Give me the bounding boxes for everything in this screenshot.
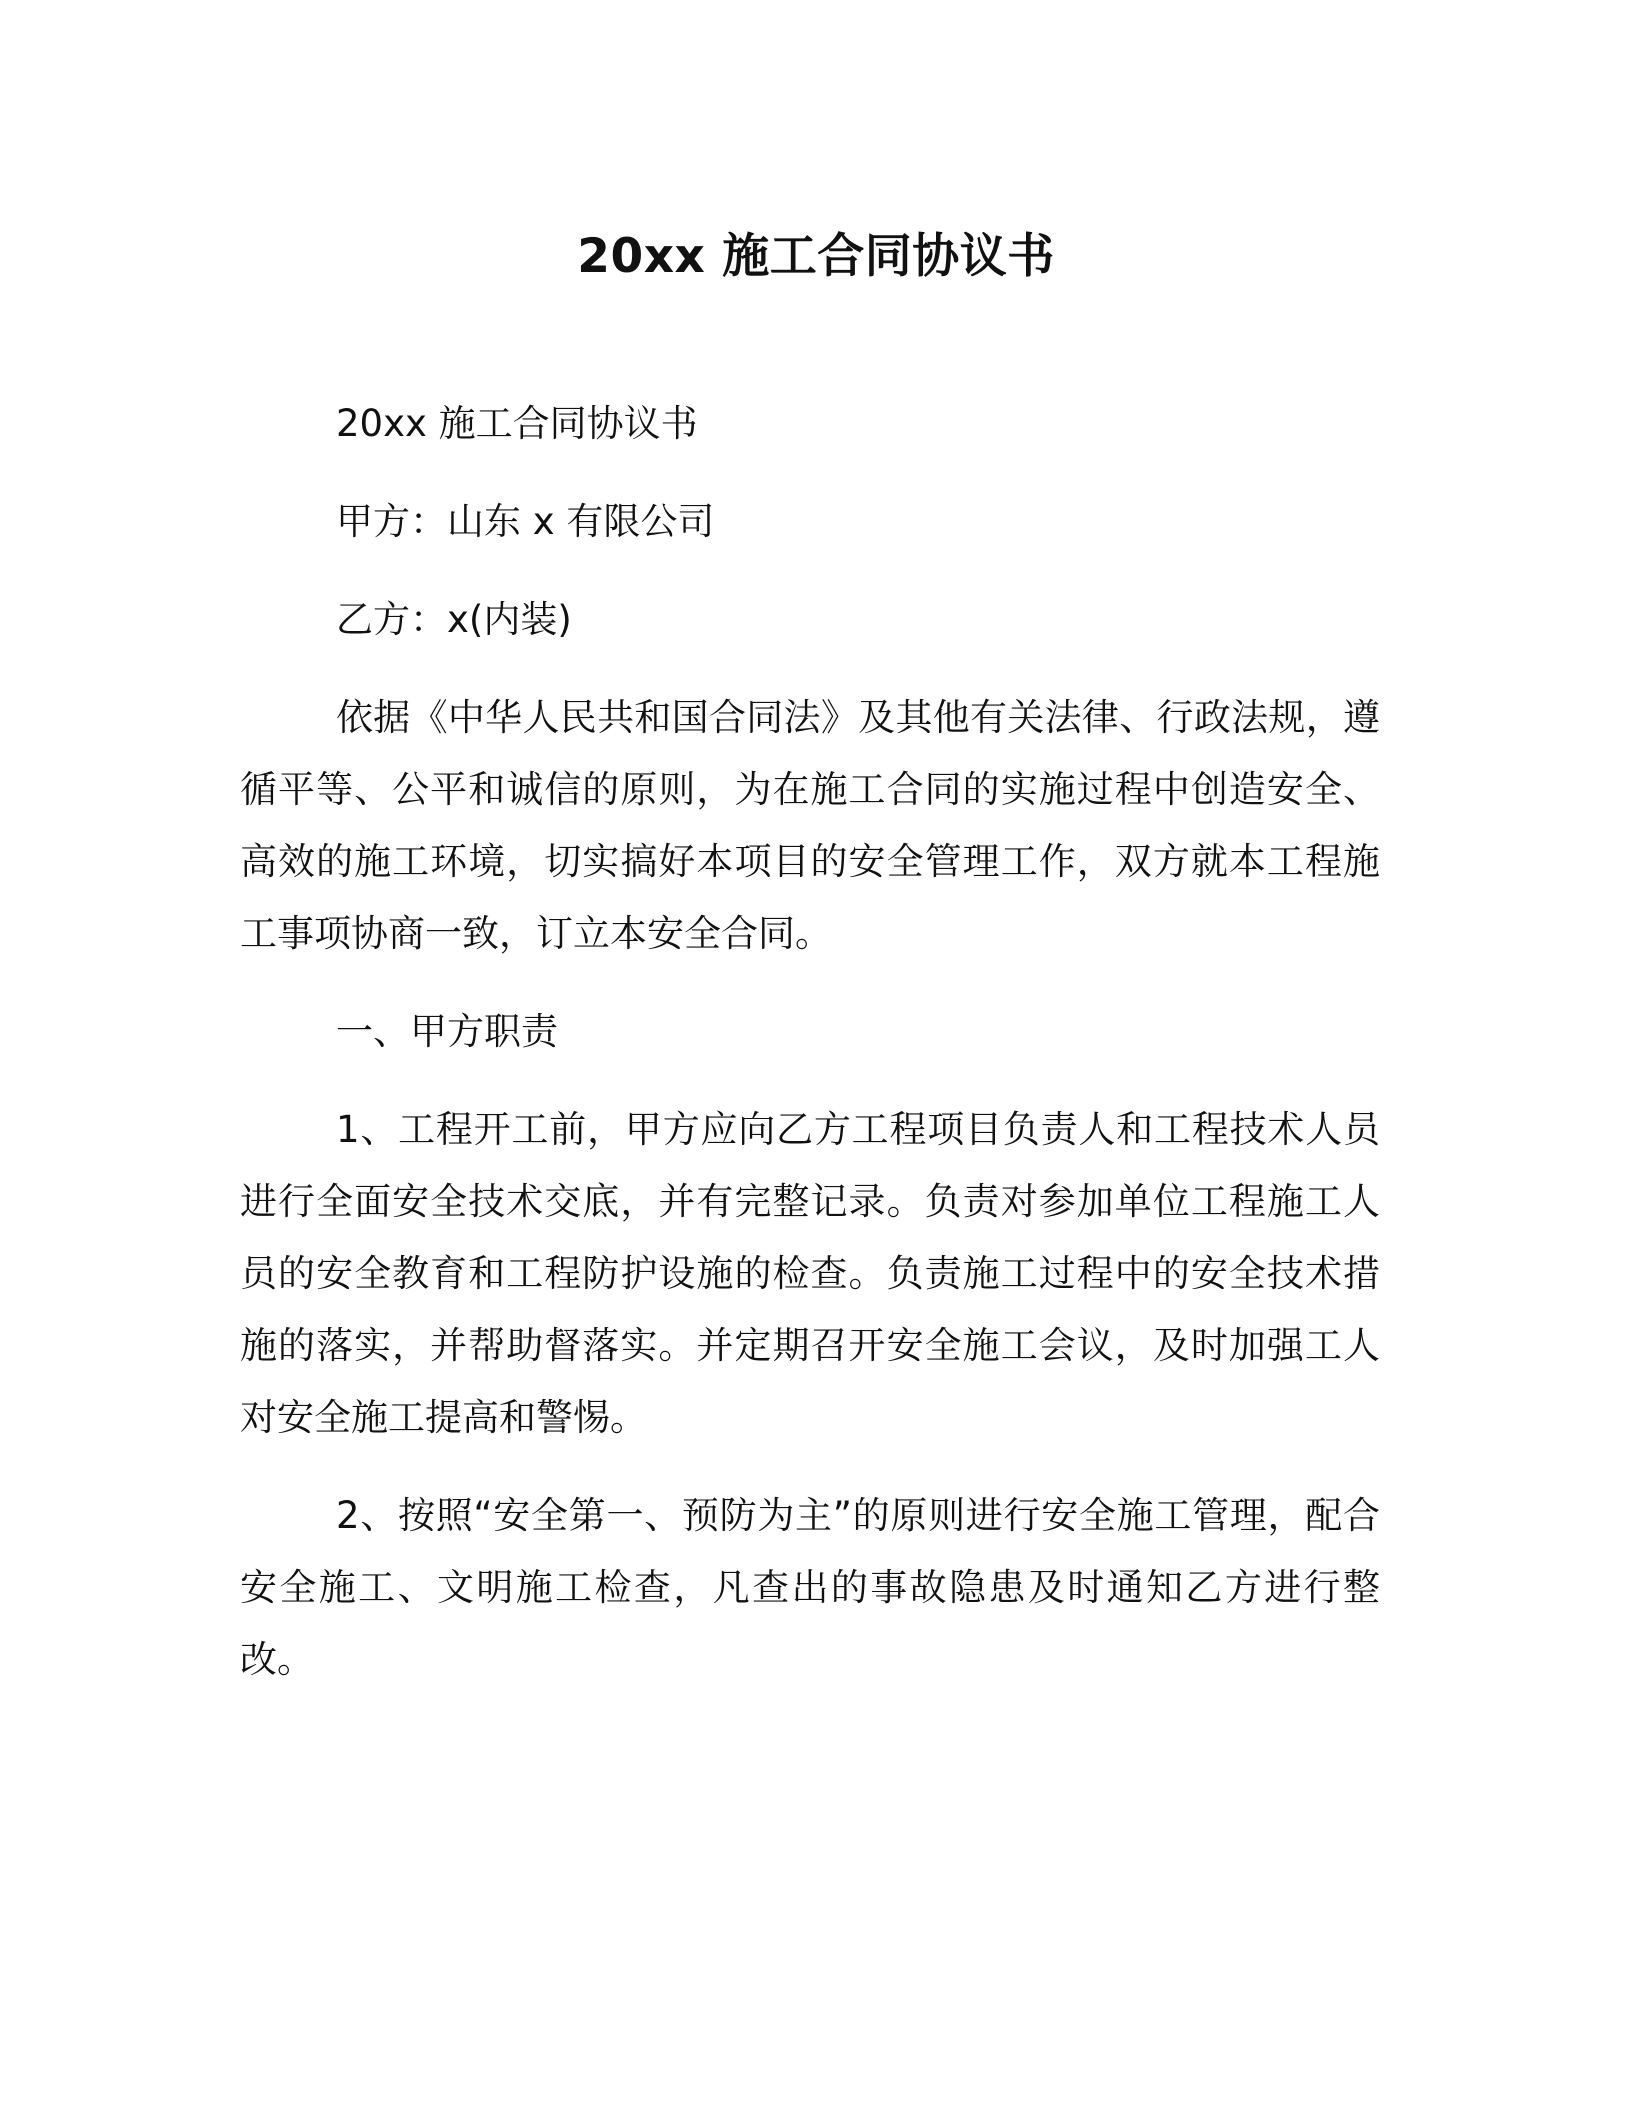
paragraph-party-a: 甲方：山东 x 有限公司 bbox=[336, 500, 715, 543]
paragraph-duty-2: 2、按照“安全第一、预防为主”的原则进行安全施工管理，配合安全施工、文明施工检查，凡查出的事故隐患及时通知乙方进行整改。 bbox=[240, 1494, 1380, 1681]
section-heading-party-a-duties: 一、甲方职责 bbox=[336, 1010, 558, 1053]
paragraph-heading-repeat: 20xx 施工合同协议书 bbox=[336, 402, 698, 445]
document-title: 20xx 施工合同协议书 bbox=[577, 229, 1055, 284]
paragraph-duty-1: 1、工程开工前，甲方应向乙方工程项目负责人和工程技术人员进行全面安全技术交底，并有完整记录。负责对参加单位工程施工人员的安全教育和工程防护设施的检查。负责施工过程中的安全技术措施的落实，并帮助督落实。并定期召开安全施工会议，及时加强工人对安全施工提高和警惕。 bbox=[240, 1108, 1380, 1439]
paragraph-preamble: 依据《中华人民共和国合同法》及其他有关法律、行政法规，遵循平等、公平和诚信的原则，为在施工合同的实施过程中创造安全、高效的施工环境，切实搞好本项目的安全管理工作，双方就本工程施工事项协商一致，订立本安全合同。 bbox=[240, 696, 1380, 955]
paragraph-party-b: 乙方：x(内装) bbox=[336, 598, 572, 641]
document-body bbox=[240, 388, 1380, 1722]
